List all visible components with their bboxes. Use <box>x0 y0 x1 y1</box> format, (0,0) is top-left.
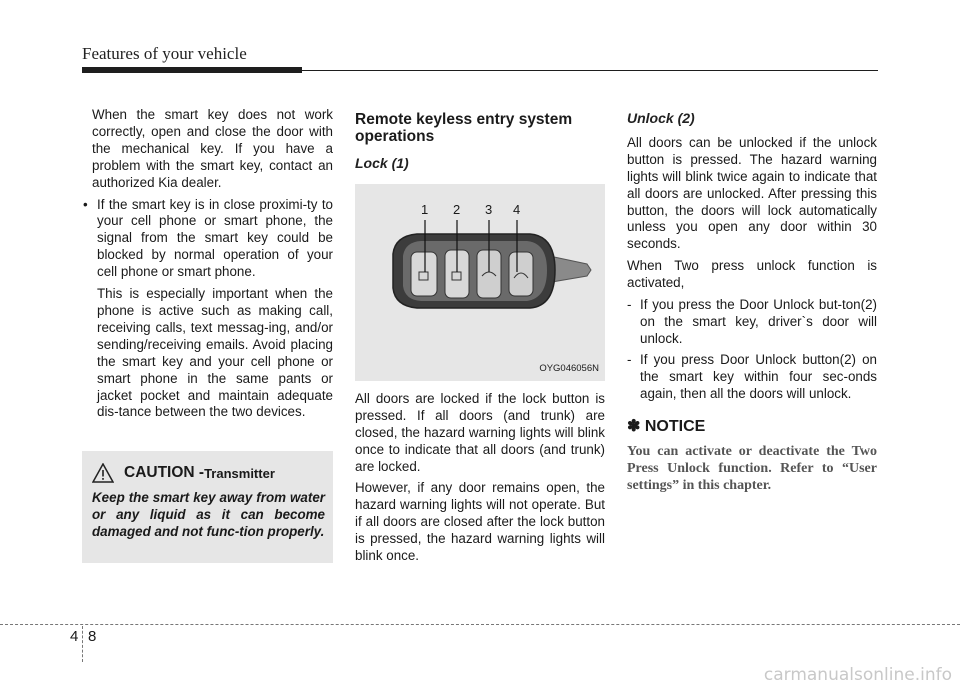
footer-divider <box>0 624 960 625</box>
caution-title: CAUTION - <box>124 464 205 481</box>
page-section: 4 <box>70 628 79 645</box>
dash-text: If you press Door Unlock button(2) on the smart key within four sec-onds again, then all the doors will unlock. <box>640 351 877 401</box>
watermark: carmanualsonline.info <box>763 665 952 685</box>
dash-item <box>627 297 877 348</box>
column-right <box>627 110 877 499</box>
caution-box <box>82 451 333 563</box>
smart-key-fob-icon <box>355 184 605 381</box>
warning-triangle-icon <box>92 463 114 483</box>
figure-label-1: 1 <box>421 201 429 217</box>
smart-key-figure <box>355 184 605 381</box>
header-rule-thin <box>302 70 878 71</box>
header-title: Features of your vehicle <box>82 44 247 63</box>
bullet-item <box>83 197 333 282</box>
dash-text: If you press the Door Unlock but-ton(2) on the smart key, driver`s door will unlock. <box>640 297 877 346</box>
page-number-divider <box>82 626 83 662</box>
unlock-heading: Unlock (2) <box>627 110 695 126</box>
dash-mark: - <box>627 297 632 313</box>
paragraph: This is especially important when the phone is active such as making call, receiving calls, text messag-ing, and/or sending/receiving emails. Avoid placing the smart key and your cell phone or smart phone in the same pants or jacket pocket and maintain adequate dis-tance between the two devices. <box>97 286 333 420</box>
paragraph: When Two press unlock function is activated, <box>627 258 877 291</box>
figure-code: OYG046056N <box>539 363 599 374</box>
column-left <box>83 107 333 426</box>
caution-subtitle: Transmitter <box>204 465 275 481</box>
column-middle <box>355 111 605 570</box>
figure-label-2: 2 <box>453 201 461 217</box>
dash-item <box>627 352 877 403</box>
paragraph: All doors can be unlocked if the unlock button is pressed. The hazard warning lights will blink twice again to indicate that all doors are unlocked. After pressing this button, the doors will lock automatically unless you open any door within 30 seconds. <box>627 134 877 252</box>
dash-mark: - <box>627 351 632 367</box>
notice-title: ✽ NOTICE <box>627 417 706 435</box>
section-heading: Remote keyless entry system operations <box>355 111 573 145</box>
bullet-text: If the smart key is in close proximi-ty to your cell phone or smart phone, the signal from the smart key could be blocked by normal operation of your cell phone or smart phone. <box>97 196 333 280</box>
paragraph: When the smart key does not work correctly, open and close the door with the mechanical key. If you have a problem with the smart key, contact an authorized Kia dealer. <box>92 107 333 190</box>
page-number: 8 <box>88 628 97 645</box>
bullet-icon: • <box>83 196 88 212</box>
paragraph: All doors are locked if the lock button is pressed. If all doors (and trunk) are closed, the hazard warning lights will blink once to indicate that all doors (and trunk) are locked. <box>355 390 605 474</box>
lock-heading: Lock (1) <box>355 155 409 171</box>
figure-label-4: 4 <box>513 201 521 217</box>
paragraph: However, if any door remains open, the hazard warning lights will not operate. But if all doors are closed after the lock button is pressed, the hazard warning lights will blink once. <box>355 480 605 564</box>
figure-label-3: 3 <box>485 201 493 217</box>
header-rule <box>82 67 302 73</box>
caution-header <box>92 463 275 483</box>
caution-body: Keep the smart key away from water or any liquid as it can become damaged and not func-tion properly. <box>92 490 325 539</box>
notice-body: You can activate or deactivate the Two Press Unlock function. Refer to “User settings” in this chapter. <box>627 444 877 494</box>
